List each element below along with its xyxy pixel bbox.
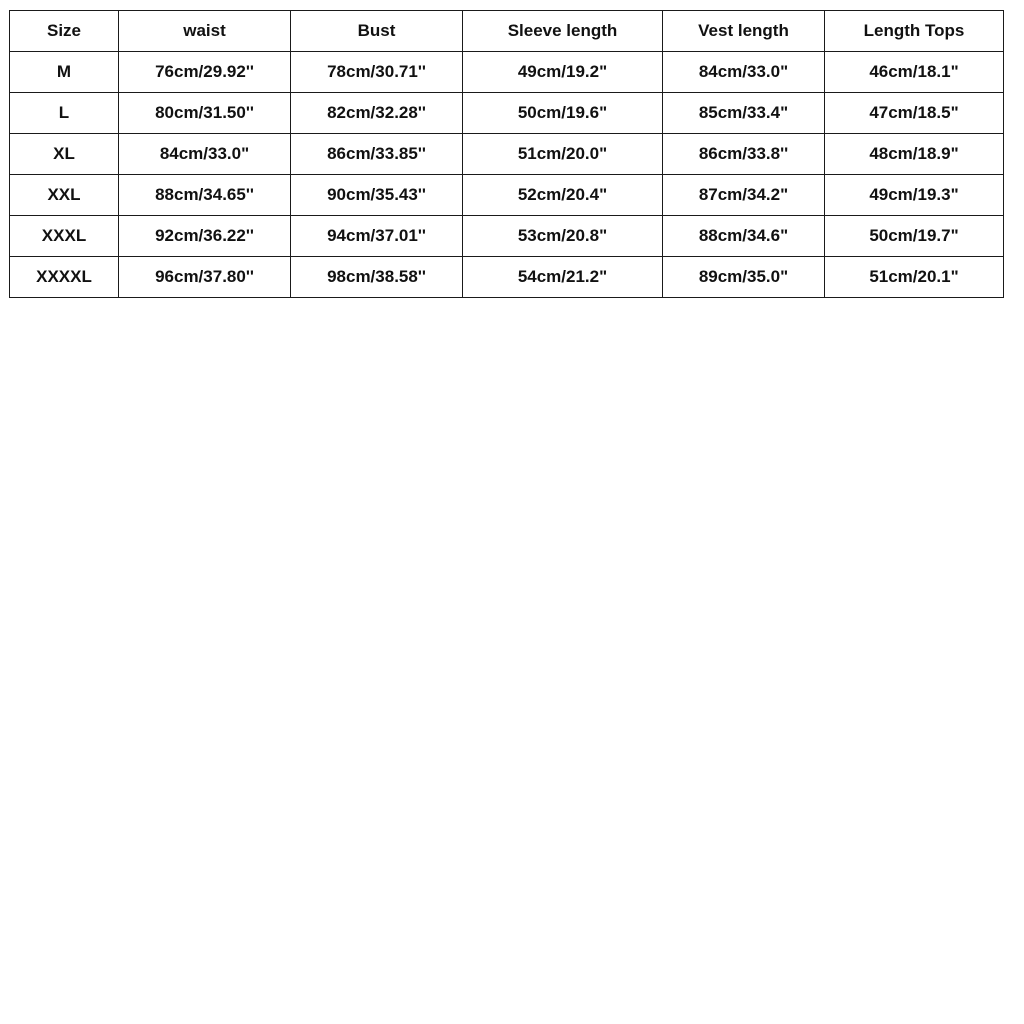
sleeve-length-cell: 52cm/20.4" xyxy=(463,175,663,216)
bust-cell: 98cm/38.58'' xyxy=(291,257,463,298)
vest-length-cell: 89cm/35.0" xyxy=(663,257,825,298)
sleeve-length-cell: 51cm/20.0" xyxy=(463,134,663,175)
table-row xyxy=(10,93,1004,134)
length-tops-cell: 51cm/20.1" xyxy=(825,257,1004,298)
header-bust: Bust xyxy=(291,11,463,52)
waist-cell: 96cm/37.80'' xyxy=(119,257,291,298)
bust-cell: 78cm/30.71'' xyxy=(291,52,463,93)
size-cell: XXXL xyxy=(10,216,119,257)
bust-cell: 90cm/35.43'' xyxy=(291,175,463,216)
header-length-tops: Length Tops xyxy=(825,11,1004,52)
size-cell: XXL xyxy=(10,175,119,216)
bust-cell: 82cm/32.28'' xyxy=(291,93,463,134)
header-vest-length: Vest length xyxy=(663,11,825,52)
size-cell: XXXXL xyxy=(10,257,119,298)
vest-length-cell: 87cm/34.2" xyxy=(663,175,825,216)
size-chart-table xyxy=(9,10,1004,298)
table-row xyxy=(10,257,1004,298)
waist-cell: 84cm/33.0" xyxy=(119,134,291,175)
length-tops-cell: 49cm/19.3" xyxy=(825,175,1004,216)
sleeve-length-cell: 49cm/19.2" xyxy=(463,52,663,93)
sleeve-length-cell: 54cm/21.2" xyxy=(463,257,663,298)
bust-cell: 86cm/33.85'' xyxy=(291,134,463,175)
bust-cell: 94cm/37.01'' xyxy=(291,216,463,257)
length-tops-cell: 46cm/18.1" xyxy=(825,52,1004,93)
header-sleeve-length: Sleeve length xyxy=(463,11,663,52)
size-cell: M xyxy=(10,52,119,93)
vest-length-cell: 88cm/34.6" xyxy=(663,216,825,257)
table-row xyxy=(10,134,1004,175)
vest-length-cell: 85cm/33.4" xyxy=(663,93,825,134)
vest-length-cell: 86cm/33.8'' xyxy=(663,134,825,175)
length-tops-cell: 47cm/18.5" xyxy=(825,93,1004,134)
sleeve-length-cell: 50cm/19.6" xyxy=(463,93,663,134)
length-tops-cell: 48cm/18.9" xyxy=(825,134,1004,175)
length-tops-cell: 50cm/19.7" xyxy=(825,216,1004,257)
header-size: Size xyxy=(10,11,119,52)
vest-length-cell: 84cm/33.0" xyxy=(663,52,825,93)
size-cell: L xyxy=(10,93,119,134)
table-row xyxy=(10,216,1004,257)
waist-cell: 80cm/31.50'' xyxy=(119,93,291,134)
table-row xyxy=(10,52,1004,93)
size-cell: XL xyxy=(10,134,119,175)
table-header-row xyxy=(10,11,1004,52)
sleeve-length-cell: 53cm/20.8" xyxy=(463,216,663,257)
waist-cell: 76cm/29.92'' xyxy=(119,52,291,93)
waist-cell: 88cm/34.65'' xyxy=(119,175,291,216)
waist-cell: 92cm/36.22'' xyxy=(119,216,291,257)
table-row xyxy=(10,175,1004,216)
header-waist: waist xyxy=(119,11,291,52)
